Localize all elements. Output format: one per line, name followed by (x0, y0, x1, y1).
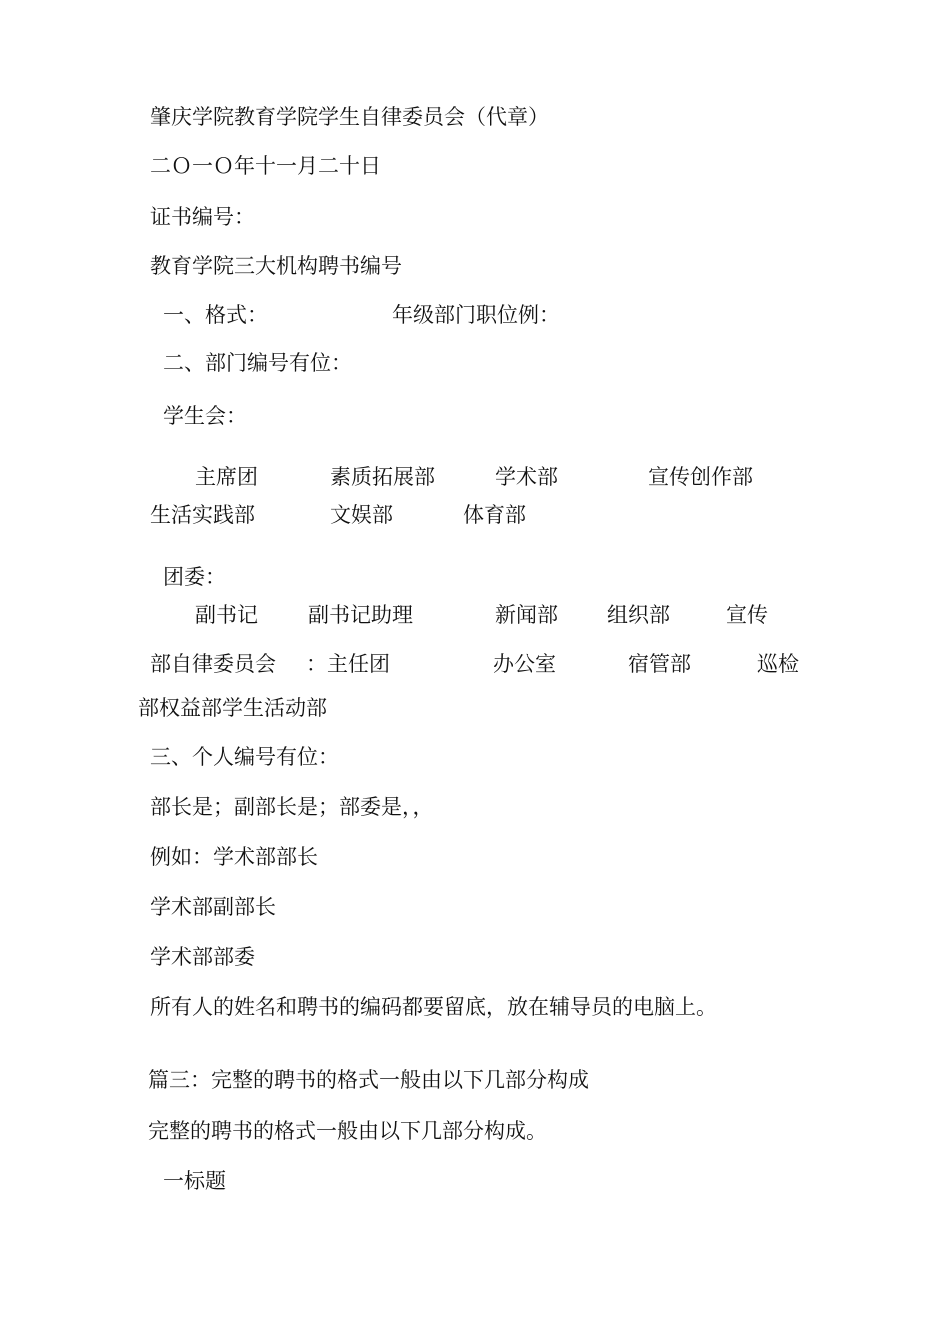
dept-item: 新闻部 (495, 603, 558, 627)
example-line: 学术部副部长 (150, 895, 276, 919)
student-union-label: 学生会： (163, 404, 247, 428)
example-line: 学术部部委 (150, 945, 255, 969)
date-line: 二Ｏ一Ｏ年十一月二十日 (150, 154, 381, 178)
dept-item: 宣传创作部 (648, 465, 753, 489)
dept-item: 部权益部学生活动部 (138, 696, 327, 720)
dept-item: 文娱部 (330, 503, 393, 527)
example-line: 例如：学术部部长 (150, 845, 318, 869)
dept-item: 副书记 (195, 603, 258, 627)
dept-item: 素质拓展部 (330, 465, 435, 489)
dept-item: 宣传 (726, 603, 768, 627)
chapter3-title: 篇三：完整的聘书的格式一般由以下几部分构成 (148, 1068, 589, 1092)
personal-numbering-label: 三、个人编号有位： (150, 745, 339, 769)
format-example: 年级部门职位例： (392, 303, 560, 327)
numbering-title: 教育学院三大机构聘书编号 (150, 254, 402, 278)
dept-numbering-label: 二、部门编号有位： (163, 351, 352, 375)
cert-number-label: 证书编号： (150, 205, 255, 229)
dept-item: 副书记助理 (308, 603, 413, 627)
dept-item: 部自律委员会 (150, 652, 276, 676)
dept-item: 宿管部 (628, 652, 691, 676)
chapter3-intro: 完整的聘书的格式一般由以下几部分构成。 (148, 1119, 547, 1143)
dept-item: 体育部 (463, 503, 526, 527)
dept-item: 巡检 (757, 652, 799, 676)
dept-item: 主席团 (195, 465, 258, 489)
issuer-line: 肇庆学院教育学院学生自律委员会（代章） (150, 105, 549, 129)
section-title: 一标题 (163, 1169, 226, 1193)
dept-item: 办公室 (493, 652, 556, 676)
archive-note: 所有人的姓名和聘书的编码都要留底，放在辅导员的电脑上。 (150, 995, 717, 1019)
dept-item: ：主任团 (306, 652, 390, 676)
dept-item: 生活实践部 (150, 503, 255, 527)
dept-item: 学术部 (495, 465, 558, 489)
format-label: 一、格式： (163, 303, 268, 327)
youth-league-label: 团委： (163, 565, 226, 589)
dept-item: 组织部 (607, 603, 670, 627)
positions-line: 部长是；副部长是；部委是，， (150, 795, 434, 819)
